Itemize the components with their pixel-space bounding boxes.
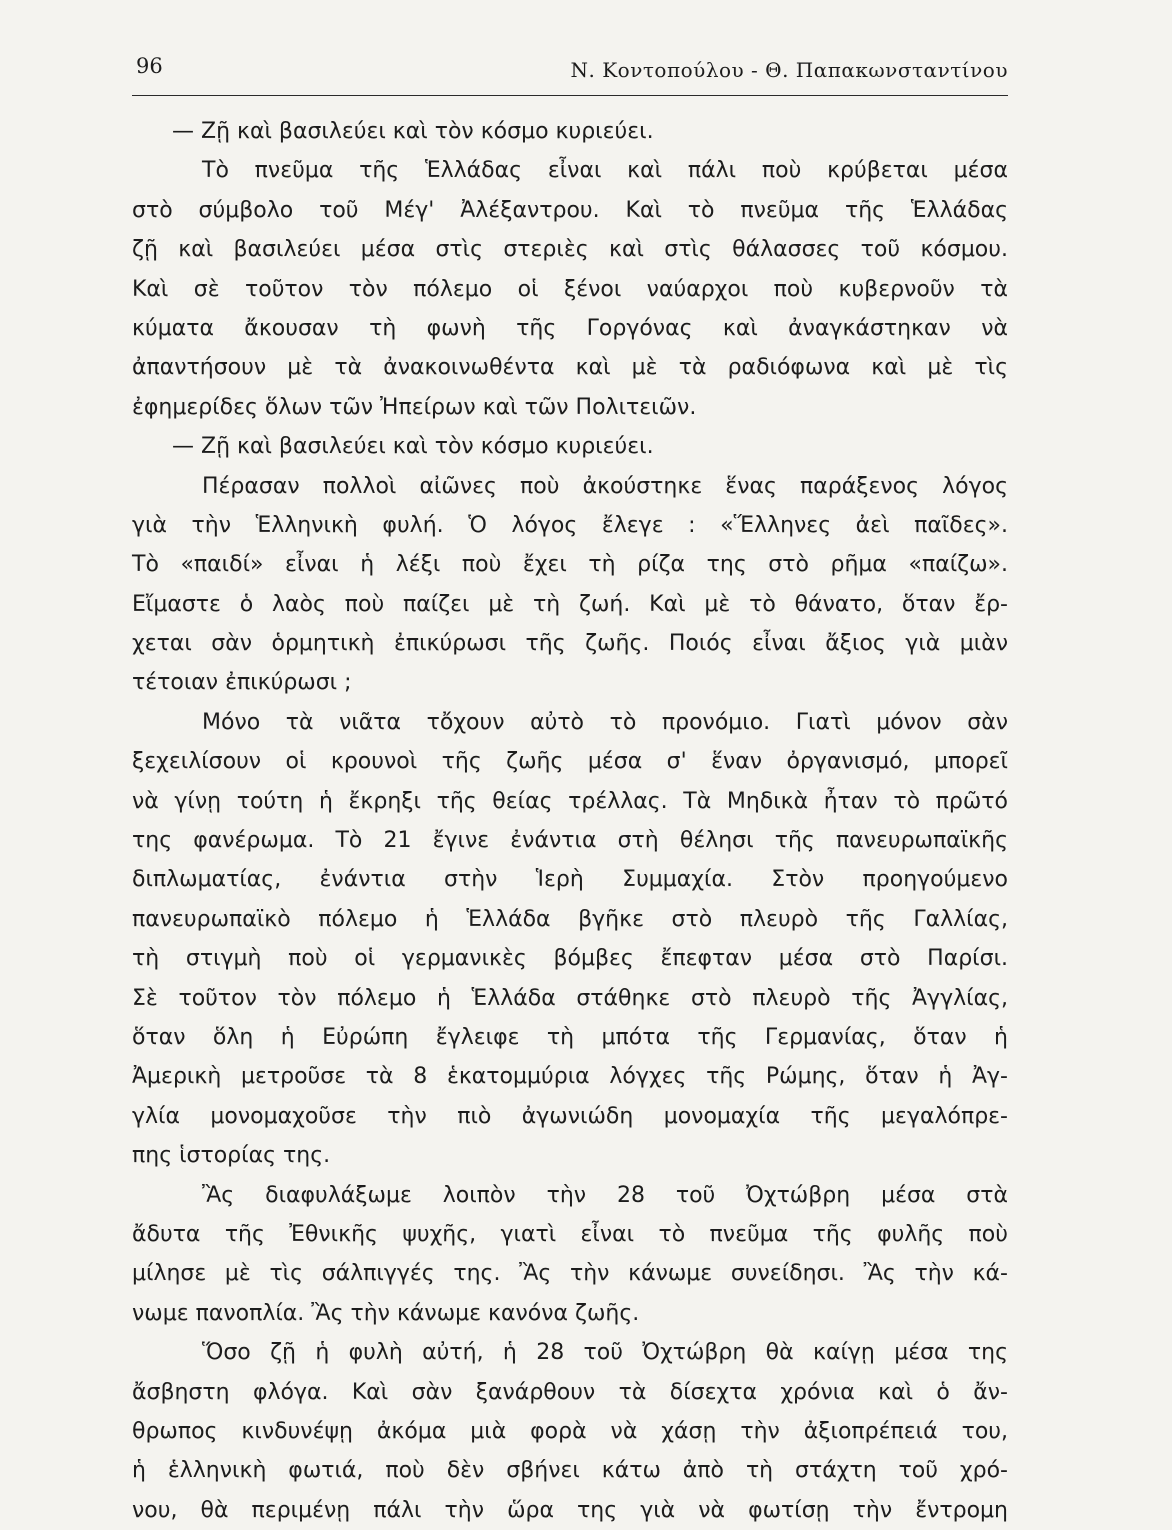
text-line: Μόνο τὰ νιᾶτα τὄχουν αὐτὸ τὸ προνόμιο. Γιατὶ μόνον σὰν — [202, 709, 1008, 735]
text-line: γιὰ τὴν Ἑλληνικὴ φυλή. Ὁ λόγος ἔλεγε : «Ἕλληνες ἀεὶ παῖδες». — [132, 512, 1008, 538]
text-line: Ὅσο ζῇ ἡ φυλὴ αὐτή, ἡ 28 τοῦ Ὀχτώβρη θὰ καίγῃ μέσα της — [202, 1340, 1008, 1366]
text-line: μίλησε μὲ τὶς σάλπιγγές της. Ἂς τὴν κάνωμε συνείδησι. Ἂς τὴν κά- — [132, 1261, 1008, 1287]
text-line: θρωπος κινδυνέψῃ ἀκόμα μιὰ φορὰ νὰ χάσῃ τὴν ἀξιοπρέπειά του, — [132, 1418, 1008, 1444]
text-line: κύματα ἄκουσαν τὴ φωνὴ τῆς Γοργόνας καὶ ἀναγκάστηκαν νὰ — [132, 315, 1008, 341]
text-line: ἄδυτα τῆς Ἐθνικῆς ψυχῆς, γιατὶ εἶναι τὸ πνεῦμα τῆς φυλῆς ποὺ — [132, 1221, 1008, 1247]
text-line: διπλωματίας, ἐνάντια στὴν Ἱερὴ Συμμαχία. Στὸν προηγούμενο — [132, 867, 1008, 893]
text-line: Τὸ «παιδί» εἶναι ἡ λέξι ποὺ ἔχει τὴ ρίζα της στὸ ρῆμα «παίζω». — [132, 552, 1008, 578]
text-line: Καὶ σὲ τοῦτον τὸν πόλεμο οἱ ξένοι ναύαρχοι ποὺ κυβερνοῦν τὰ — [132, 276, 1008, 302]
text-line: τέτοιαν ἐπικύρωσι ; — [132, 670, 352, 696]
text-line: νωμε πανοπλία. Ἂς τὴν κάνωμε κανόνα ζωῆς. — [132, 1300, 640, 1326]
text-line: — Ζῇ καὶ βασιλεύει καὶ τὸν κόσμο κυριεύει. — [172, 434, 654, 460]
text-line: — Ζῇ καὶ βασιλεύει καὶ τὸν κόσμο κυριεύει. — [172, 119, 654, 144]
text-line: νου, θὰ περιμένῃ πάλι τὴν ὥρα της γιὰ νὰ φωτίσῃ τὴν ἔντρομη — [132, 1497, 1008, 1523]
text-line: Σὲ τοῦτον τὸν πόλεμο ἡ Ἑλλάδα στάθηκε στὸ πλευρὸ τῆς Ἀγγλίας, — [132, 985, 1008, 1011]
text-line: Ἂς διαφυλάξωμε λοιπὸν τὴν 28 τοῦ Ὀχτώβρη μέσα στὰ — [202, 1182, 1008, 1208]
text-line: πανευρωπαϊκὸ πόλεμο ἡ Ἑλλάδα βγῆκε στὸ πλευρὸ τῆς Γαλλίας, — [132, 906, 1008, 932]
text-line: Ἀμερικὴ μετροῦσε τὰ 8 ἑκατομμύρια λόγχες τῆς Ρώμης, ὅταν ἡ Ἀγ- — [132, 1064, 1008, 1090]
text-line: γλία μονομαχοῦσε τὴν πιὸ ἀγωνιώδη μονομαχία τῆς μεγαλόπρε- — [132, 1103, 1008, 1129]
text-line: ὅταν ὅλη ἡ Εὐρώπη ἔγλειφε τὴ μπότα τῆς Γερμανίας, ὅταν ἡ — [132, 1024, 1008, 1050]
header-rule — [132, 95, 1008, 96]
text-line: πης ἱστορίας της. — [132, 1143, 331, 1169]
page-number: 96 — [136, 54, 163, 78]
text-line: ἐφημερίδες ὅλων τῶν Ἠπείρων καὶ τῶν Πολιτειῶν. — [132, 394, 697, 420]
running-head: Ν. Κοντοπούλου - Θ. Παπακωνσταντίνου — [570, 58, 1008, 82]
text-line: νὰ γίνῃ τούτη ἡ ἔκρηξι τῆς θείας τρέλλας. Τὰ Μηδικὰ ἦταν τὸ πρῶτό — [132, 788, 1008, 814]
text-line: ἡ ἑλληνικὴ φωτιά, ποὺ δὲν σβήνει κάτω ἀπὸ τὴ στάχτη τοῦ χρό- — [132, 1458, 1008, 1484]
text-line: χεται σὰν ὁρμητικὴ ἐπικύρωσι τῆς ζωῆς. Ποιός εἶναι ἄξιος γιὰ μιὰν — [132, 631, 1008, 657]
text-line: ἄσβηστη φλόγα. Καὶ σὰν ξανάρθουν τὰ δίσεχτα χρόνια καὶ ὁ ἄν- — [132, 1379, 1008, 1405]
text-line: ξεχειλίσουν οἱ κρουνοὶ τῆς ζωῆς μέσα σ' ἕναν ὀργανισμό, μπορεῖ — [132, 749, 1008, 775]
body-text — [132, 112, 1008, 1530]
text-line: τὴ στιγμὴ ποὺ οἱ γερμανικὲς βόμβες ἔπεφταν μέσα στὸ Παρίσι. — [132, 946, 1008, 972]
text-line: της φανέρωμα. Τὸ 21 ἔγινε ἐνάντια στὴ θέλησι τῆς πανευρωπαϊκῆς — [132, 828, 1008, 854]
text-line: Πέρασαν πολλοὶ αἰῶνες ποὺ ἀκούστηκε ἕνας παράξενος λόγος — [202, 473, 1008, 499]
text-line: στὸ σύμβολο τοῦ Μέγ' Ἀλέξαντρου. Καὶ τὸ πνεῦμα τῆς Ἑλλάδας — [132, 197, 1008, 223]
text-line: ἀπαντήσουν μὲ τὰ ἀνακοινωθέντα καὶ μὲ τὰ ραδιόφωνα καὶ μὲ τὶς — [132, 355, 1008, 381]
page-header — [132, 50, 1008, 90]
text-line: Τὸ πνεῦμα τῆς Ἑλλάδας εἶναι καὶ πάλι ποὺ κρύβεται μέσα — [202, 158, 1008, 184]
text-line: Εἴμαστε ὁ λαὸς ποὺ παίζει μὲ τὴ ζωή. Καὶ μὲ τὸ θάνατο, ὅταν ἔρ- — [132, 591, 1008, 617]
text-line: ζῇ καὶ βασιλεύει μέσα στὶς στεριὲς καὶ στὶς θάλασσες τοῦ κόσμου. — [132, 237, 1008, 263]
